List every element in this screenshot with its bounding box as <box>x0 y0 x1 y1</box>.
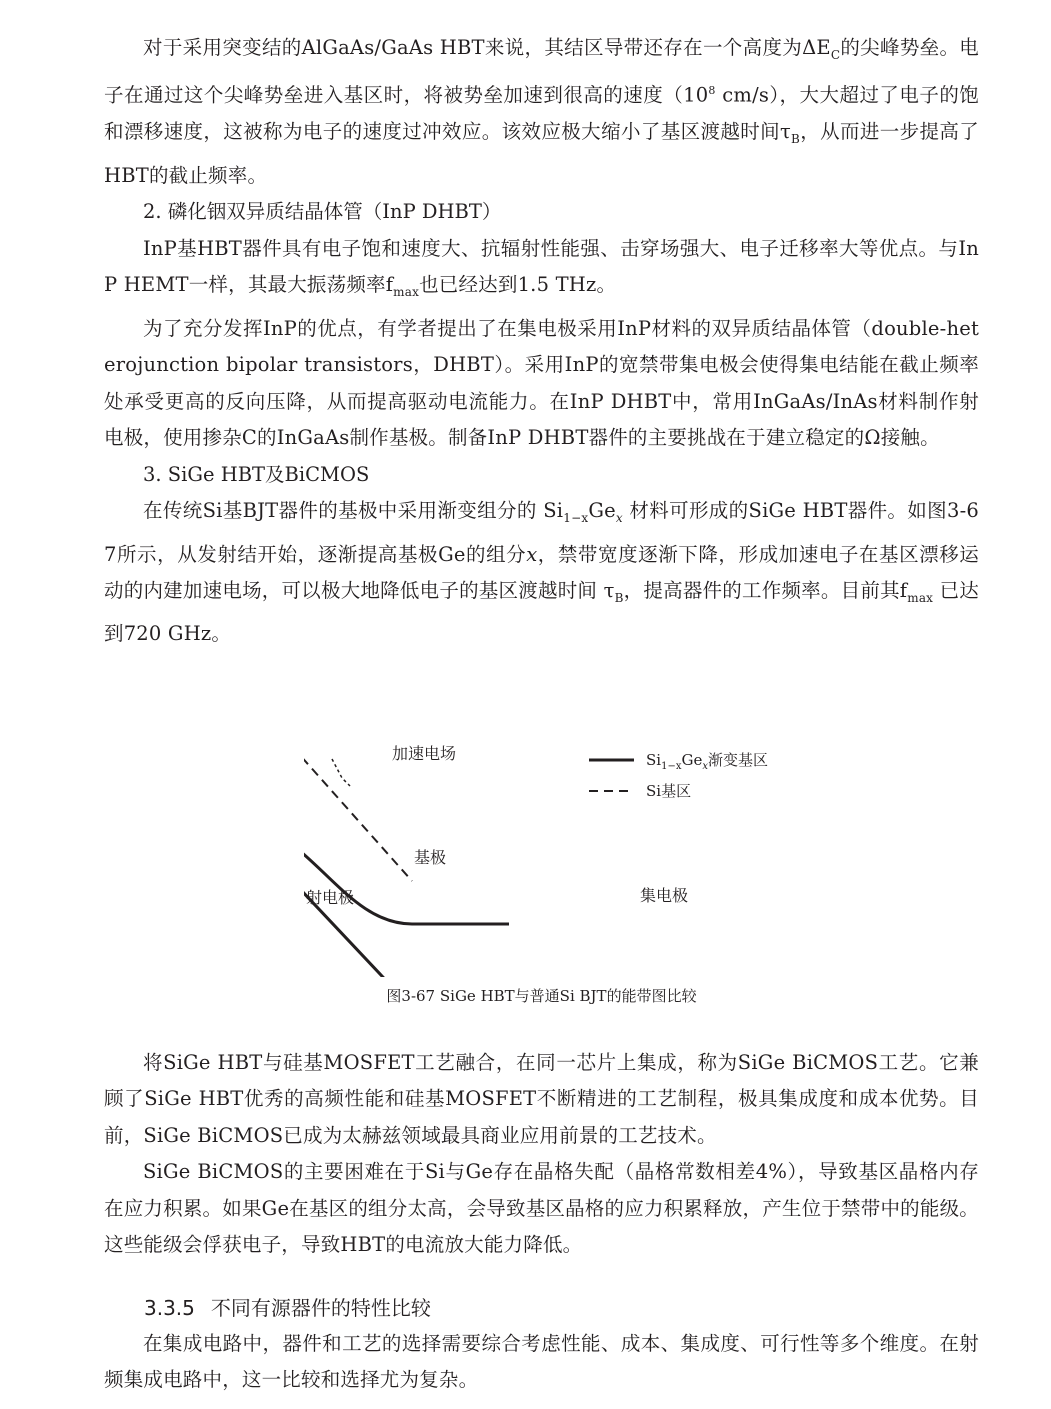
paragraph-inp-2: 为了充分发挥InP的优点，有学者提出了在集电极采用InP材料的双异质结晶体管（double-heterojunction bipolar transistors，DHBT）。采用InP的宽禁带集电极会使得集电结能在截止频率处承受更高的反向压降，从而提高驱动电流能力。在InP DHBT中，常用InGaAs/InAs材料制作射电极，使用掺杂C的InGaAs制作基极。制备InP DHBT器件的主要挑战在于建立稳定的Ω接触。 <box>104 316 979 450</box>
paragraph-last: 在集成电路中，器件和工艺的选择需要综合考虑性能、成本、集成度、可行性等多个维度。在射频集成电路中，这一比较和选择尤为复杂。 <box>104 1331 979 1392</box>
band-diagram <box>304 667 784 977</box>
section-title: 不同有源器件的特性比较 <box>210 1295 431 1320</box>
field-pointer <box>332 759 350 786</box>
label-base: 基极 <box>414 847 447 867</box>
conduction-band-si-dashed <box>304 744 412 881</box>
paragraph-algaas: 对于采用突变结的AlGaAs/GaAs HBT来说，其结区导带还存在一个高度为$\Delta E_C$的尖峰势垒。电子在通过这个尖峰势垒进入基区时，将被势垒加速到很高的速度（$10^8$ cm/s），大大超过了电子的饱和漂移速度，这被称为电子的速度过冲效应。该效应极大缩小了基区渡越时间$\tau_B$，从而进一步提高了HBT的截止频率。 <box>104 36 980 187</box>
label-field: 加速电场 <box>392 743 457 763</box>
paragraph-sige: 在传统Si基BJT器件的基极中采用渐变组分的 $Si_{1-x}Ge_x$ 材料可形成的SiGe HBT器件。如图3-67所示，从发射结开始，逐渐提高基极Ge的组分x，禁带宽度逐渐下降，形成加速电子在基区漂移运动的内建加速电场，可以极大地降低电子的基区渡越时间 $\tau_B$，提高器件的工作频率。目前其$f_{max}$ 已达到720 GHz。 <box>104 499 980 646</box>
label-collector: 集电极 <box>640 885 689 905</box>
section-heading <box>104 1290 979 1326</box>
section-number: 3.3.5 <box>144 1295 195 1320</box>
paragraph-bicmos-1: 将SiGe HBT与硅基MOSFET工艺融合，在同一芯片上集成，称为SiGe BiCMOS工艺。它兼顾了SiGe HBT优秀的高频性能和硅基MOSFET不断精进的工艺制程，极具集成度和成本优势。目前，SiGe BiCMOS已成为太赫兹领域最具商业应用前景的工艺技术。 <box>104 1050 979 1147</box>
document-page <box>104 30 979 1399</box>
legend-dashed-label: Si基区 <box>646 781 692 800</box>
paragraph-inp-1: InP基HBT器件具有电子饱和速度大、抗辐射性能强、击穿场强大、电子迁移率大等优点。与InP HEMT一样，其最大振荡频率$f_{max}$也已经达到1.5 THz。 <box>104 236 979 300</box>
subheading-sige: 3. SiGe HBT及BiCMOS <box>143 462 370 486</box>
figure-caption: 图3-67 SiGe HBT与普通Si BJT的能带图比较 <box>386 986 697 1005</box>
label-emitter: 射电极 <box>306 887 355 907</box>
subheading-inp-dhbt: 2. 磷化铟双异质结晶体管（InP DHBT） <box>143 200 502 224</box>
paragraph-bicmos-2: SiGe BiCMOS的主要困难在于Si与Ge存在晶格失配（晶格常数相差4%），导致基区晶格内存在应力积累。如果Ge在基区的组分太高，会导致基区晶格的应力积累释放，产生位于禁带中的能级。这些能级会俘获电子，导致HBT的电流放大能力降低。 <box>104 1160 979 1257</box>
legend-solid-label: $Si_{1-x}Ge_x$渐变基区 <box>646 750 768 772</box>
figure-band-diagram <box>104 653 979 1045</box>
